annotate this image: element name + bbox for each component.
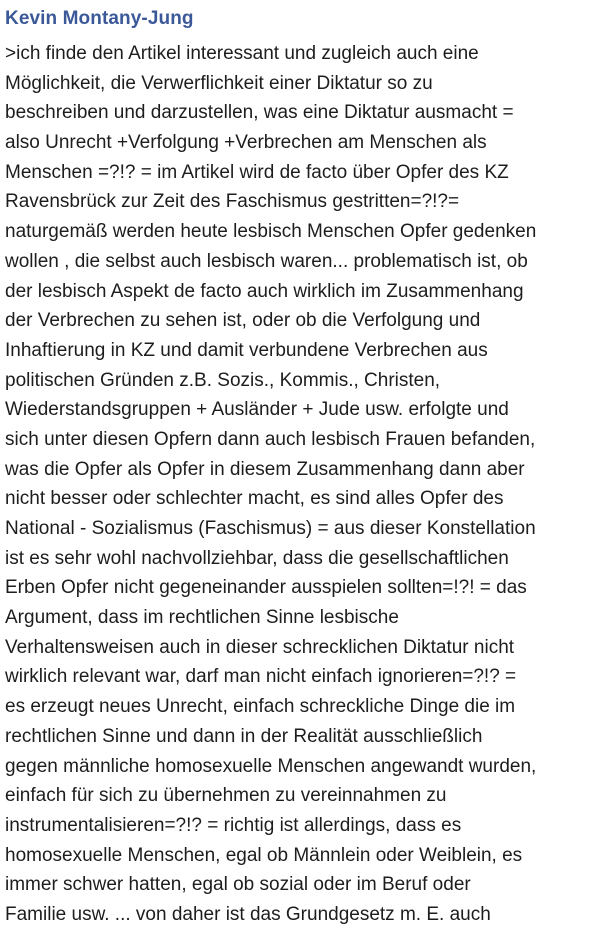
comment (5, 0, 585, 930)
comment-line: beschreiben und darzustellen, was eine Diktatur ausmacht = (5, 102, 514, 124)
comment-line: der Verbrechen zu sehen ist, oder ob die Verfolgung und (5, 310, 481, 332)
comment-body (5, 39, 585, 930)
comment-line: Erben Opfer nicht gegeneinander ausspielen sollten=!?! = das (5, 577, 527, 599)
comment-line: National - Sozialismus (Faschismus) = aus dieser Konstellation (5, 518, 536, 539)
comment-line: wirklich relevant war, darf man nicht einfach ignorieren=?!? = (5, 666, 517, 688)
comment-line: Menschen =?!? = im Artikel wird de facto über Opfer des KZ (5, 161, 509, 183)
comment-line: nicht besser oder schlechter macht, es sind alles Opfer des (5, 488, 504, 510)
comment-line: ist es sehr wohl nachvollziehbar, dass die gesellschaftlichen (5, 547, 509, 569)
comment-line: was die Opfer als Opfer in diesem Zusammenhang dann aber (5, 458, 525, 480)
comment-line: Familie usw. ... von daher ist das Grundgesetz m. E. auch (5, 903, 491, 925)
comment-line: wollen , die selbst auch lesbisch waren... problematisch ist, ob (5, 250, 528, 272)
comment-line: homosexuelle Menschen, egal ob Männlein oder Weiblein, es (5, 844, 523, 866)
comment-line: es erzeugt neues Unrecht, einfach schreckliche Dinge die im (5, 696, 516, 718)
comment-line: politischen Gründen z.B. Sozis., Kommis., Christen, (5, 369, 441, 391)
comment-line: einfach für sich zu übernehmen zu vereinnahmen zu (5, 785, 447, 807)
comment-line: instrumentalisieren=?!? = richtig ist allerdings, dass es (5, 814, 462, 836)
comment-line: sich unter diesen Opfern dann auch lesbisch Frauen befanden, (5, 428, 536, 450)
comment-line: immer schwer hatten, egal ob sozial oder im Beruf oder (5, 874, 471, 896)
comment-line: Inhaftierung in KZ und damit verbundene Verbrechen aus (5, 339, 488, 361)
comment-author-link[interactable]: Kevin Montany-Jung (5, 8, 194, 29)
comment-line: >ich finde den Artikel interessant und zugleich auch eine (5, 43, 479, 64)
comment-line: der lesbisch Aspekt de facto auch wirklich im Zusammenhang (5, 280, 524, 302)
comment-line: Argument, dass im rechtlichen Sinne lesbische (5, 607, 399, 629)
comment-line: also Unrecht +Verfolgung +Verbrechen am Menschen als (5, 132, 487, 154)
comment-line: Verhaltensweisen auch in dieser schrecklichen Diktatur nicht (5, 636, 515, 658)
comment-line: Möglichkeit, die Verwerflichkeit einer Diktatur so zu (5, 72, 433, 94)
comment-line: naturgemäß werden heute lesbisch Menschen Opfer gedenken (5, 221, 537, 243)
comment-line: Ravensbrück zur Zeit des Faschismus gestritten=?!?= (5, 191, 460, 213)
comment-line: rechtlichen Sinne und dann in der Realität ausschließlich (5, 725, 483, 747)
comment-line: Wiederstandsgruppen + Ausländer + Jude usw. erfolgte und (5, 399, 509, 421)
comment-line: gegen männliche homosexuelle Menschen angewandt wurden, (5, 755, 537, 777)
